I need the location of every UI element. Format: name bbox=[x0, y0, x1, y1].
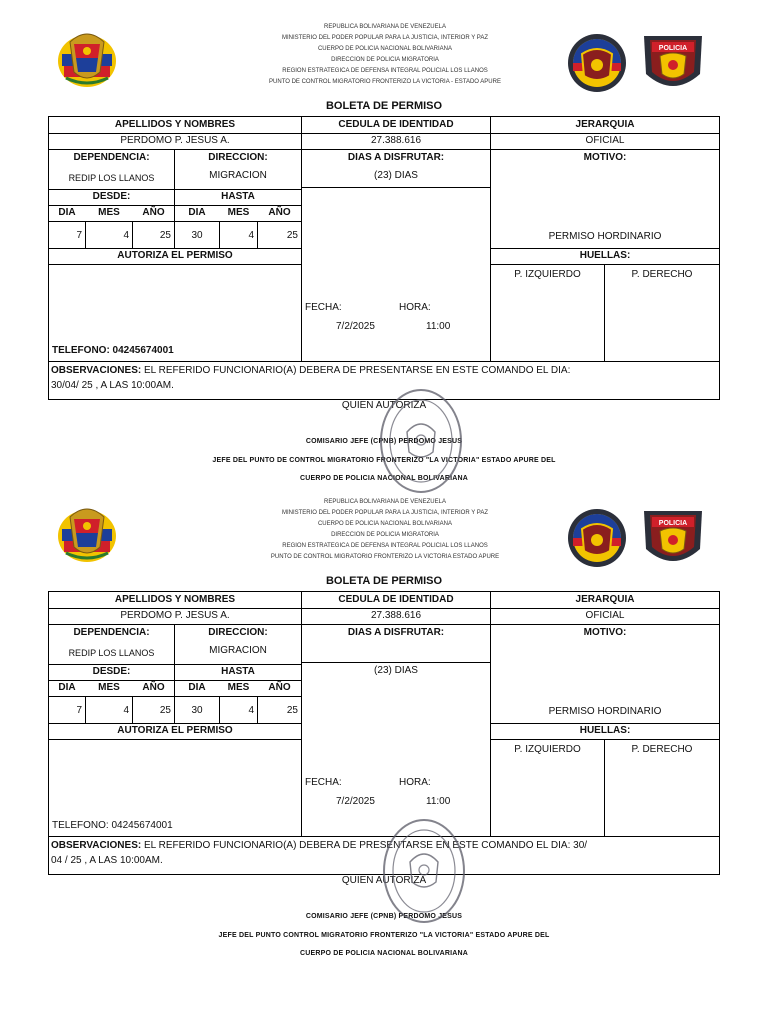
desde-label: DESDE: bbox=[92, 191, 131, 202]
autoriza-label: AUTORIZA EL PERMISO bbox=[117, 725, 233, 736]
svg-text:POLICIA: POLICIA bbox=[658, 520, 688, 527]
fecha-label: FECHA: bbox=[305, 302, 342, 313]
p-izquierdo-label: P. IZQUIERDO bbox=[514, 269, 581, 280]
motivo-label: MOTIVO: bbox=[583, 627, 627, 638]
header-line: PUNTO DE CONTROL MIGRATORIO FRONTERIZO LA VICTORIA - ESTADO APURE bbox=[269, 79, 501, 85]
hasta-dia-label: DIA bbox=[188, 682, 206, 693]
hora-label: HORA: bbox=[399, 302, 431, 313]
apellidos-label: APELLIDOS Y NOMBRES bbox=[114, 119, 236, 130]
direccion-value: MIGRACION bbox=[209, 170, 267, 181]
jerarquia-label: JERARQUIA bbox=[575, 594, 635, 605]
autoriza-label: AUTORIZA EL PERMISO bbox=[117, 250, 233, 261]
hasta-anio-value: 25 bbox=[286, 230, 298, 241]
dependencia-label: DEPENDENCIA: bbox=[73, 627, 150, 638]
svg-text:POLICIA: POLICIA bbox=[658, 45, 688, 52]
dias-value: (23) DIAS bbox=[374, 665, 418, 676]
cedula-value: 27.388.616 bbox=[370, 610, 422, 621]
hora-value: 11:00 bbox=[426, 321, 451, 332]
direccion-label: DIRECCION: bbox=[208, 627, 268, 638]
header-line: DIRECCION DE POLICIA MIGRATORIA bbox=[331, 532, 439, 538]
desde-mes-label: MES bbox=[98, 682, 120, 693]
desde-dia-value: 7 bbox=[76, 230, 82, 241]
motivo-label: MOTIVO: bbox=[583, 152, 627, 163]
jerarquia-label: JERARQUIA bbox=[575, 119, 635, 130]
cedula-value: 27.388.616 bbox=[370, 135, 422, 146]
jerarquia-value: OFICIAL bbox=[585, 610, 625, 621]
huellas-label: HUELLAS: bbox=[579, 725, 631, 736]
desde-anio-value: 25 bbox=[159, 230, 171, 241]
hasta-dia-value: 30 bbox=[191, 230, 203, 241]
observaciones-text-line2: 04 / 25 , A LAS 10:00AM. bbox=[51, 855, 163, 866]
signature-line-3: CUERPO DE POLICIA NACIONAL BOLIVARIANA bbox=[299, 475, 469, 482]
p-derecho-label: P. DERECHO bbox=[631, 744, 693, 755]
police-shield-icon bbox=[566, 507, 628, 569]
hasta-label: HASTA bbox=[221, 666, 255, 677]
fecha-value: 7/2/2025 bbox=[336, 796, 375, 807]
document-title: BOLETA DE PERMISO bbox=[325, 575, 443, 587]
hasta-mes-label: MES bbox=[227, 682, 250, 693]
telefono-value: TELEFONO: 04245674001 bbox=[52, 820, 173, 831]
hasta-mes-value: 4 bbox=[248, 705, 254, 716]
dependencia-value: REDIP LOS LLANOS bbox=[68, 173, 155, 183]
cedula-label: CEDULA DE IDENTIDAD bbox=[338, 119, 454, 130]
direccion-label: DIRECCION: bbox=[208, 152, 268, 163]
cpnb-badge-icon bbox=[636, 505, 710, 573]
huellas-label: HUELLAS: bbox=[579, 250, 631, 261]
header-line: REGION ESTRATEGICA DE DEFENSA INTEGRAL POLICIAL LOS LLANOS bbox=[282, 68, 488, 74]
signature-line-3: CUERPO DE POLICIA NACIONAL BOLIVARIANA bbox=[299, 950, 469, 957]
cpnb-badge-icon bbox=[636, 30, 710, 98]
desde-mes-value: 4 bbox=[123, 230, 129, 241]
header-line: PUNTO DE CONTROL MIGRATORIO FRONTERIZO LA VICTORIA ESTADO APURE bbox=[270, 554, 500, 560]
header-line: CUERPO DE POLICIA NACIONAL BOLIVARIANA bbox=[317, 521, 453, 527]
jerarquia-value: OFICIAL bbox=[585, 135, 625, 146]
header-line: REPUBLICA BOLIVARIANA DE VENEZUELA bbox=[324, 499, 446, 505]
header-text bbox=[170, 22, 600, 88]
cedula-label: CEDULA DE IDENTIDAD bbox=[338, 594, 454, 605]
permit-table bbox=[48, 116, 720, 400]
motivo-value: PERMISO HORDINARIO bbox=[548, 706, 662, 717]
signature-line-1: COMISARIO JEFE (CPNB) PERDOMO JESUS bbox=[305, 438, 463, 445]
hasta-dia-value: 30 bbox=[191, 705, 203, 716]
hasta-anio-label: AÑO bbox=[268, 682, 291, 693]
header-line: CUERPO DE POLICIA NACIONAL BOLIVARIANA bbox=[317, 46, 453, 52]
document-title: BOLETA DE PERMISO bbox=[325, 100, 443, 112]
observaciones-label: OBSERVACIONES: bbox=[51, 840, 142, 851]
hora-label: HORA: bbox=[399, 777, 431, 788]
header-line: MINISTERIO DEL PODER POPULAR PARA LA JUSTICIA, INTERIOR Y PAZ bbox=[281, 35, 489, 41]
p-izquierdo-label: P. IZQUIERDO bbox=[514, 744, 581, 755]
quien-autoriza: QUIEN AUTORIZA bbox=[341, 400, 427, 411]
dependencia-label: DEPENDENCIA: bbox=[73, 152, 150, 163]
telefono-value: TELEFONO: 04245674001 bbox=[52, 345, 174, 356]
fecha-value: 7/2/2025 bbox=[336, 321, 375, 332]
coat-of-arms-icon bbox=[56, 503, 118, 565]
header-line: DIRECCION DE POLICIA MIGRATORIA bbox=[331, 57, 439, 63]
header-line: MINISTERIO DEL PODER POPULAR PARA LA JUSTICIA, INTERIOR Y PAZ bbox=[281, 510, 489, 516]
hasta-dia-label: DIA bbox=[188, 207, 206, 218]
quien-autoriza: QUIEN AUTORIZA bbox=[341, 875, 427, 886]
fecha-label: FECHA: bbox=[305, 777, 342, 788]
hasta-mes-label: MES bbox=[227, 207, 250, 218]
hasta-mes-value: 4 bbox=[248, 230, 254, 241]
header-text bbox=[170, 497, 600, 563]
hasta-anio-label: AÑO bbox=[268, 207, 291, 218]
dias-label: DIAS A DISFRUTAR: bbox=[347, 152, 445, 163]
p-derecho-label: P. DERECHO bbox=[631, 269, 693, 280]
header-line: REGION ESTRATEGICA DE DEFENSA INTEGRAL POLICIAL LOS LLANOS bbox=[282, 543, 488, 549]
header-line: REPUBLICA BOLIVARIANA DE VENEZUELA bbox=[324, 24, 446, 30]
dias-value: (23) DIAS bbox=[374, 170, 418, 181]
signature-line-2: JEFE DEL PUNTO CONTROL MIGRATORIO FRONTERIZO "LA VICTORIA" ESTADO APURE DEL bbox=[218, 932, 550, 939]
observaciones-text: EL REFERIDO FUNCIONARIO(A) DEBERA DE PRESENTARSE EN ESTE COMANDO EL DIA: bbox=[143, 365, 571, 376]
police-shield-icon bbox=[566, 32, 628, 94]
dias-label: DIAS A DISFRUTAR: bbox=[347, 627, 445, 638]
direccion-value: MIGRACION bbox=[209, 645, 267, 656]
desde-mes-label: MES bbox=[98, 207, 120, 218]
desde-mes-value: 4 bbox=[123, 705, 129, 716]
apellidos-label: APELLIDOS Y NOMBRES bbox=[114, 594, 236, 605]
desde-dia-value: 7 bbox=[76, 705, 82, 716]
official-seal-stamp-icon bbox=[380, 816, 468, 926]
hora-value: 11:00 bbox=[426, 796, 451, 807]
observaciones-text: EL REFERIDO FUNCIONARIO(A) DEBERA DE PRESENTARSE EN ESTE COMANDO EL DIA: 30/ bbox=[143, 840, 588, 851]
desde-anio-value: 25 bbox=[159, 705, 171, 716]
hasta-anio-value: 25 bbox=[286, 705, 298, 716]
signature-line-1: COMISARIO JEFE (CPNB) PERDOMO JESUS bbox=[305, 913, 463, 920]
dependencia-value: REDIP LOS LLANOS bbox=[68, 648, 155, 658]
desde-anio-label: AÑO bbox=[142, 207, 165, 218]
desde-anio-label: AÑO bbox=[142, 682, 165, 693]
observaciones-label: OBSERVACIONES: bbox=[51, 365, 142, 376]
desde-label: DESDE: bbox=[92, 666, 131, 677]
motivo-value: PERMISO HORDINARIO bbox=[548, 231, 662, 242]
nombre-value: PERDOMO P. JESUS A. bbox=[120, 135, 230, 146]
hasta-label: HASTA bbox=[221, 191, 255, 202]
official-seal-stamp-icon bbox=[377, 386, 465, 496]
desde-dia-label: DIA bbox=[58, 207, 76, 218]
nombre-value: PERDOMO P. JESUS A. bbox=[120, 610, 230, 621]
desde-dia-label: DIA bbox=[58, 682, 76, 693]
observaciones-text-line2: 30/04/ 25 , A LAS 10:00AM. bbox=[51, 380, 174, 391]
coat-of-arms-icon bbox=[56, 28, 118, 90]
signature-line-2: JEFE DEL PUNTO DE CONTROL MIGRATORIO FRONTERIZO "LA VICTORIA" ESTADO APURE DEL bbox=[212, 457, 556, 464]
